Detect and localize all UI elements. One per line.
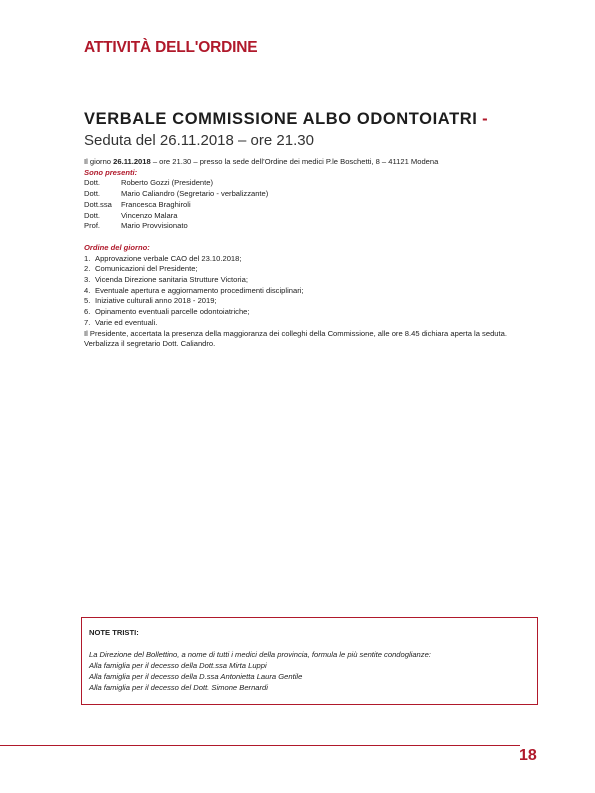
person-name: Mario Caliandro (Segretario - verbalizzante) xyxy=(121,189,269,199)
list-item xyxy=(84,200,542,211)
intro-paragraph xyxy=(84,157,542,168)
notes-line: La Direzione del Bollettino, a nome di tutti i medici della provincia, formula le più sentite condoglianze: xyxy=(89,650,431,659)
agenda-text: Varie ed eventuali. xyxy=(95,317,158,327)
agenda-list xyxy=(84,254,542,329)
agenda-number: 1. xyxy=(84,253,91,263)
list-item xyxy=(84,318,542,329)
list-item xyxy=(84,211,542,222)
closing-line-1: Il Presidente, accertata la presenza della maggioranza dei colleghi della Commissione, alle ore 8.45 dichiara aperta la seduta. xyxy=(84,328,507,338)
agenda-number: 4. xyxy=(84,285,91,295)
agenda-text: Eventuale apertura e aggiornamento procedimenti disciplinari; xyxy=(95,285,304,295)
agenda-number: 6. xyxy=(84,307,91,317)
list-item xyxy=(84,189,542,200)
footer-divider xyxy=(0,745,520,746)
notes-title: NOTE TRISTI: xyxy=(89,628,139,637)
list-item xyxy=(84,296,542,307)
title-subtitle: Seduta del 26.11.2018 – ore 21.30 xyxy=(84,132,314,149)
intro-date: 26.11.2018 xyxy=(113,157,151,166)
section-title: ATTIVITÀ DELL'ORDINE xyxy=(84,39,258,56)
title-main: VERBALE COMMISSIONE ALBO ODONTOIATRI xyxy=(84,110,478,128)
person-name: Francesca Braghiroli xyxy=(121,199,191,209)
list-item xyxy=(84,275,542,286)
present-list xyxy=(84,178,542,232)
notes-box xyxy=(81,617,538,705)
list-item xyxy=(84,286,542,297)
person-name: Roberto Gozzi (Presidente) xyxy=(121,178,214,188)
agenda-number: 5. xyxy=(84,296,91,306)
agenda-text: Comunicazioni del Presidente; xyxy=(95,264,198,274)
page-number: 18 xyxy=(519,747,537,764)
agenda-number: 3. xyxy=(84,275,91,285)
list-item xyxy=(84,264,542,275)
notes-line: Alla famiglia per il decesso della Dott.ssa Mirta Luppi xyxy=(89,661,267,670)
list-item xyxy=(84,221,542,232)
intro-rest: – ore 21.30 – presso la sede dell’Ordine dei medici P.le Boschetti, 8 – 41121 Modena xyxy=(150,157,439,166)
intro-prefix: Il giorno xyxy=(84,157,114,166)
notes-lines xyxy=(89,649,431,693)
notes-line: Alla famiglia per il decesso della D.ssa Antonietta Laura Gentile xyxy=(89,672,303,681)
person-name: Vincenzo Malara xyxy=(121,210,178,220)
title-separator: - xyxy=(477,110,488,128)
agenda-text: Iniziative culturali anno 2018 - 2019; xyxy=(95,296,217,306)
minutes-body xyxy=(84,157,542,350)
notes-line: Alla famiglia per il decesso del Dott. Simone Bernardi xyxy=(89,683,268,692)
agenda-text: Vicenda Direzione sanitaria Strutture Victoria; xyxy=(95,275,248,285)
list-item xyxy=(84,254,542,265)
document-title xyxy=(84,109,539,151)
agenda-label: Ordine del giorno: xyxy=(84,242,150,252)
agenda-text: Approvazione verbale CAO del 23.10.2018; xyxy=(95,253,242,263)
list-item xyxy=(84,307,542,318)
person-title: Dott. xyxy=(84,210,101,220)
person-title: Dott. xyxy=(84,189,101,199)
person-title: Dott. xyxy=(84,178,101,188)
person-name: Mario Provvisionato xyxy=(121,221,188,231)
agenda-number: 7. xyxy=(84,317,91,327)
agenda-text: Opinamento eventuali parcelle odontoiatriche; xyxy=(95,307,250,317)
person-title: Prof. xyxy=(84,221,101,231)
person-title: Dott.ssa xyxy=(84,199,112,209)
agenda-number: 2. xyxy=(84,264,91,274)
closing-line-2: Verbalizza il segretario Dott. Caliandro. xyxy=(84,339,216,349)
list-item xyxy=(84,178,542,189)
present-label: Sono presenti: xyxy=(84,167,138,177)
